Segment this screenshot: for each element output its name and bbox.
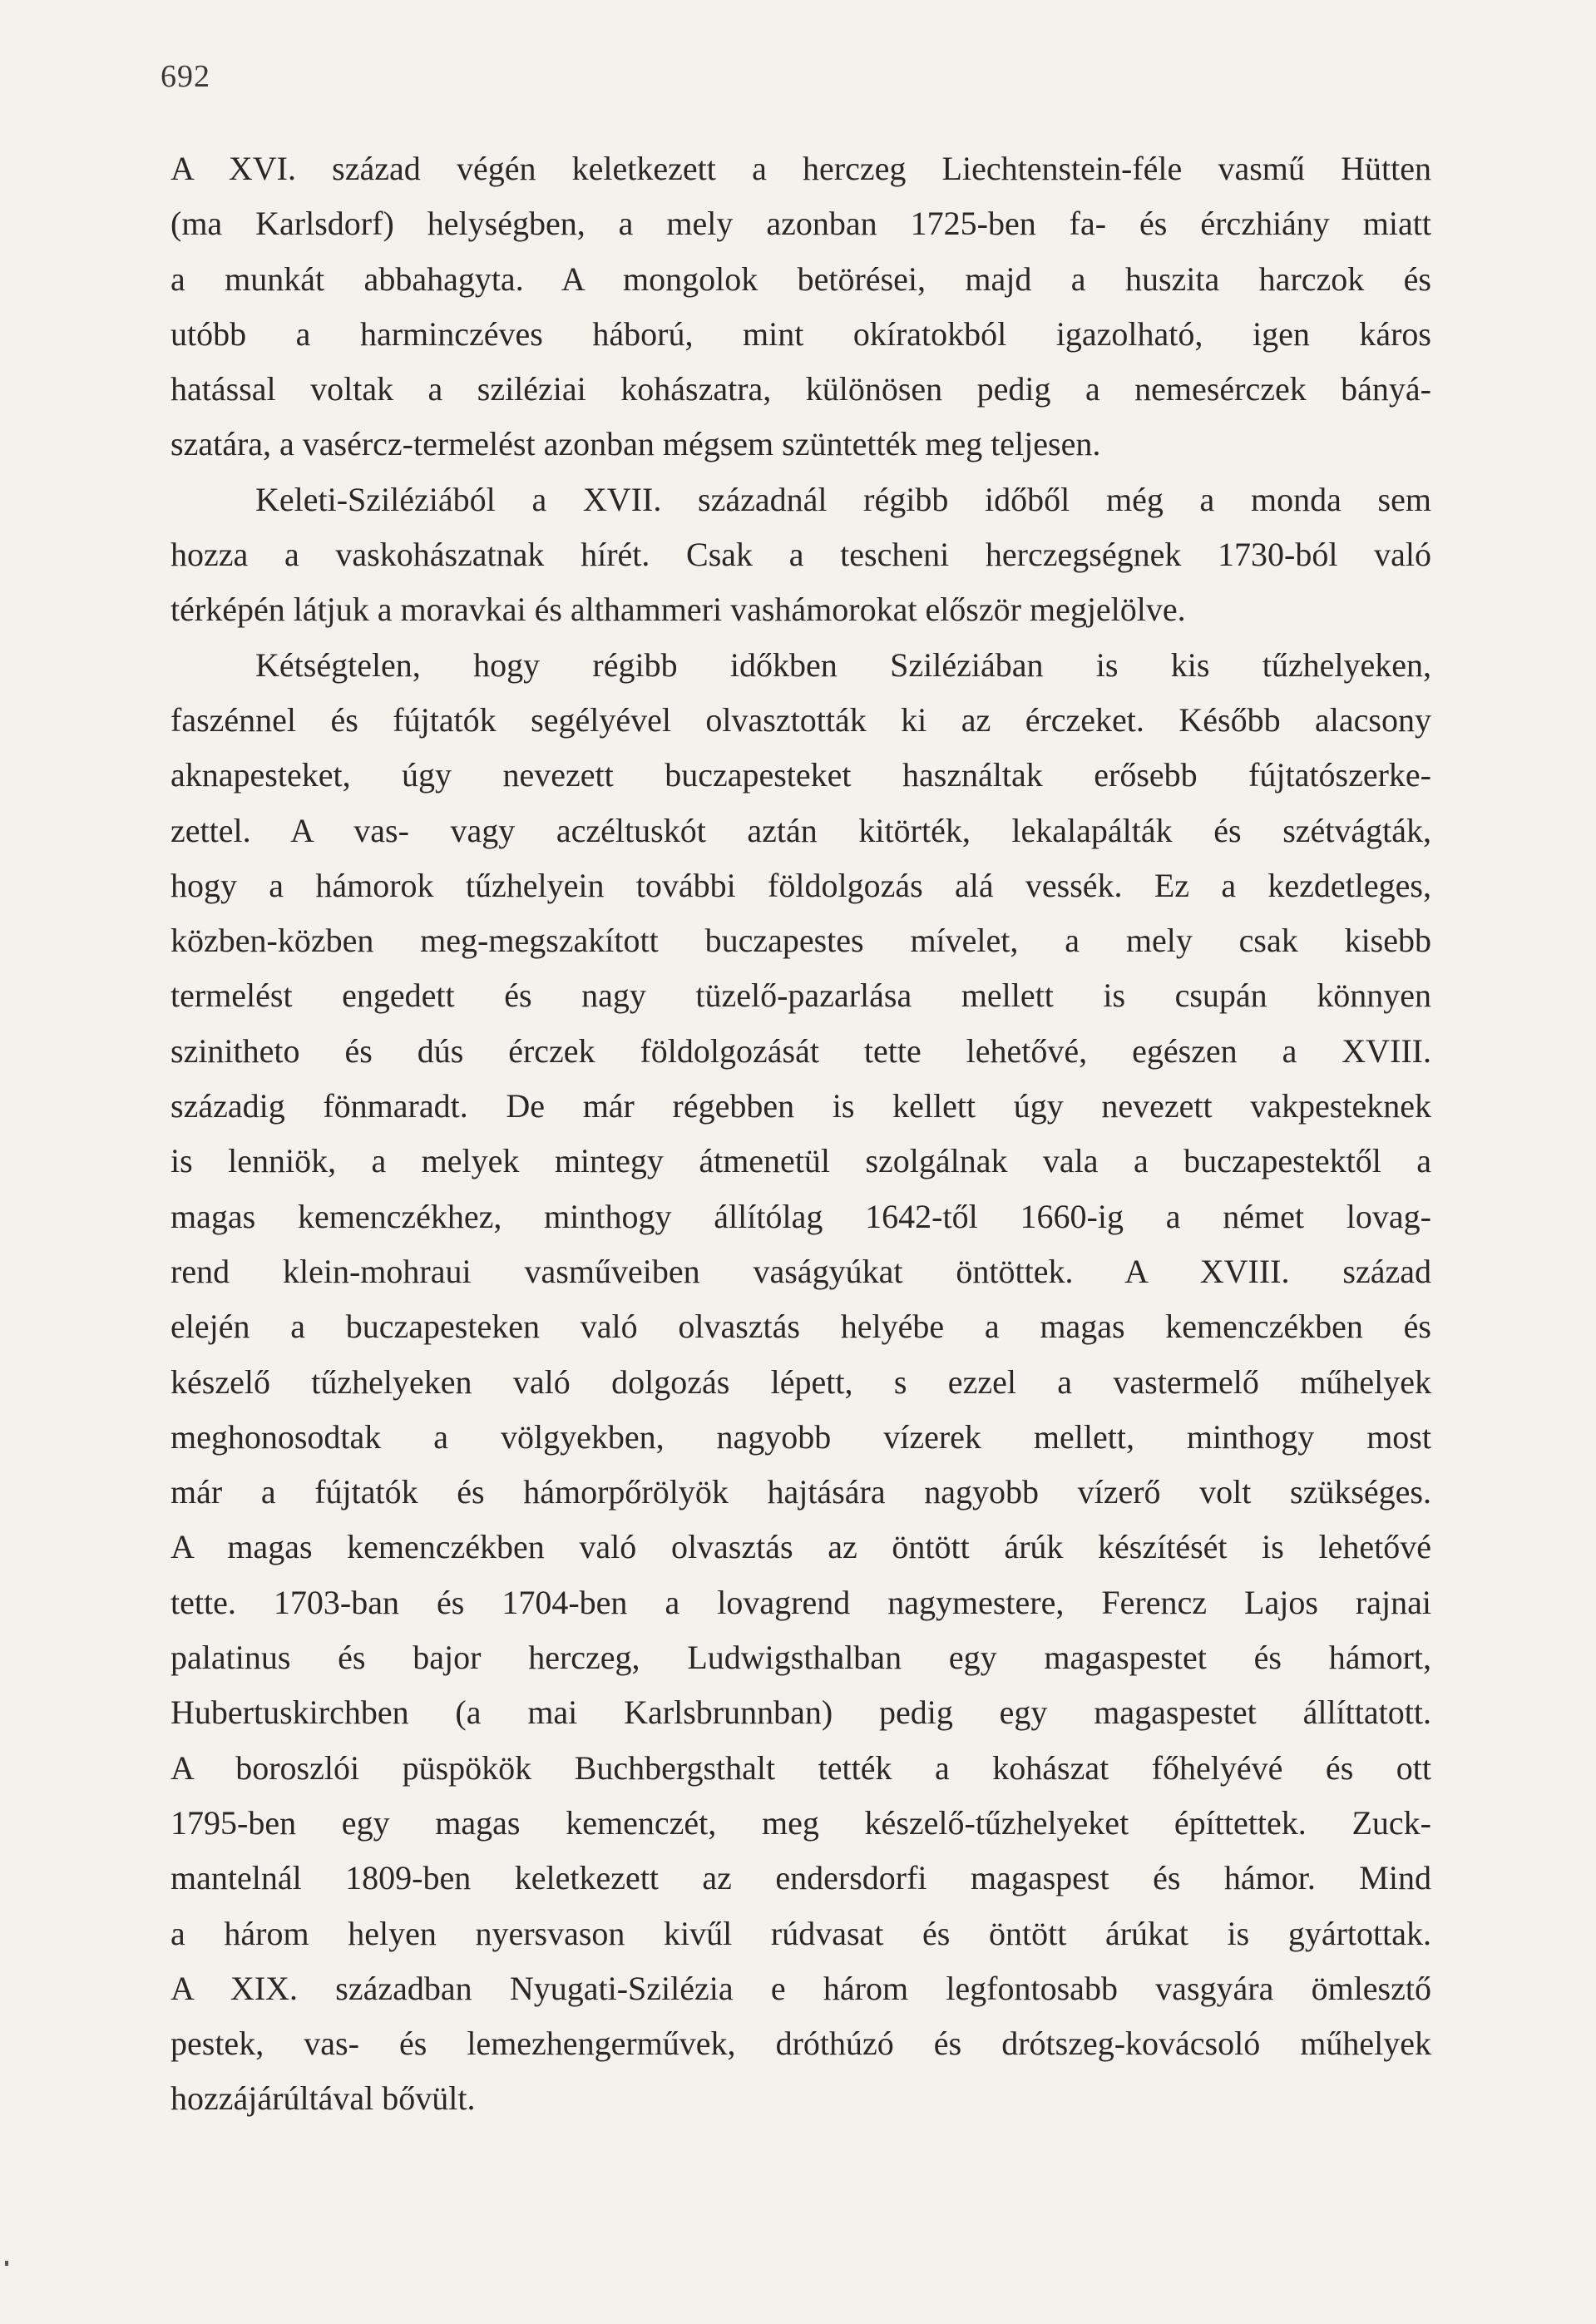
text-line-17: szinitheto és dús érczek földolgozását tette lehetővé, egészen a XVIII. (170, 1031, 1431, 1070)
text-line-31: 1795-ben egy magas kemenczét, meg készelő-tűzhelyeket építtettek. Zuck- (170, 1803, 1431, 1842)
text-line-20: magas kemenczékhez, minthogy állítólag 1642-től 1660-ig a német lovag- (170, 1197, 1431, 1235)
text-line-19: is lenniök, a melyek mintegy átmenetül szolgálnak vala a buczapestektől a (170, 1142, 1431, 1180)
text-line-9: térképén látjuk a moravkai és althammeri vashámorokat először megjelölve. (170, 591, 1186, 629)
print-speck (5, 2261, 8, 2266)
text-line-6: szatára, a vasércz-termelést azonban mégsem szüntették meg teljesen. (170, 425, 1101, 463)
text-line-2: (ma Karlsdorf) helységben, a mely azonban 1725-ben fa- és érczhiány miatt (170, 205, 1431, 243)
text-line-1: A XVI. század végén keletkezett a herczeg Liechtenstein-féle vasmű Hütten (170, 150, 1431, 187)
text-line-5: hatással voltak a sziléziai kohászatra, különösen pedig a nemesérczek bányá- (170, 370, 1431, 408)
text-line-32: mantelnál 1809-ben keletkezett az endersdorfi magaspest és hámor. Mind (170, 1859, 1431, 1897)
text-line-14: hogy a hámorok tűzhelyein további földolgozás alá vessék. Ez a kezdetleges, (170, 866, 1431, 904)
text-line-21: rend klein-mohraui vasműveiben vaságyúkat öntöttek. A XVIII. század (170, 1252, 1431, 1290)
text-line-34: A XIX. században Nyugati-Szilézia e három legfontosabb vasgyára ömlesztő (170, 1969, 1431, 2007)
text-line-10: Kétségtelen, hogy régibb időkben Sziléziában is kis tűzhelyeken, (255, 645, 1431, 684)
text-line-24: meghonosodtak a völgyekben, nagyobb vízerek mellett, minthogy most (170, 1417, 1431, 1456)
text-line-4: utóbb a harminczéves háború, mint okíratokból igazolható, igen káros (170, 314, 1431, 353)
text-line-12: aknapesteket, úgy nevezett buczapesteket használtak erősebb fújtatószerke- (170, 756, 1431, 794)
text-line-23: készelő tűzhelyeken való dolgozás lépett, s ezzel a vastermelő műhelyek (170, 1362, 1431, 1401)
text-line-33: a három helyen nyersvason kivűl rúdvasat és öntött árúkat is gyártottak. (170, 1914, 1431, 1952)
text-line-27: tette. 1703-ban és 1704-ben a lovagrend nagymestere, Ferencz Lajos rajnai (170, 1583, 1431, 1621)
page-number: 692 (161, 59, 210, 94)
text-line-35: pestek, vas- és lemezhengerművek, dróthúzó és drótszeg-kovácsoló műhelyek (170, 2025, 1431, 2063)
text-line-22: elején a buczapesteken való olvasztás helyébe a magas kemenczékben és (170, 1308, 1431, 1346)
text-line-28: palatinus és bajor herczeg, Ludwigsthalban egy magaspestet és hámort, (170, 1639, 1431, 1677)
text-line-29: Hubertuskirchben (a mai Karlsbrunnban) pedig egy magaspestet állíttatott. (170, 1694, 1431, 1732)
text-line-30: A boroszlói püspökök Buchbergsthalt tették a kohászat főhelyévé és ott (170, 1748, 1431, 1787)
text-line-13: zettel. A vas- vagy aczéltuskót aztán kitörték, lekalapálták és szétvágták, (170, 811, 1431, 849)
text-line-25: már a fújtatók és hámorpőrölyök hajtására nagyobb vízerő volt szükséges. (170, 1473, 1431, 1511)
text-line-18: századig fönmaradt. De már régebben is kellett úgy nevezett vakpesteknek (170, 1087, 1431, 1125)
text-line-11: faszénnel és fújtatók segélyével olvasztották ki az érczeket. Később alacsony (170, 700, 1431, 739)
text-line-7: Keleti-Sziléziából a XVII. századnál régibb időből még a monda sem (255, 480, 1431, 518)
text-line-3: a munkát abbahagyta. A mongolok betörései, majd a huszita harczok és (170, 260, 1431, 298)
text-line-15: közben-közben meg-megszakított buczapestes mívelet, a mely csak kisebb (170, 922, 1431, 960)
text-line-26: A magas kemenczékben való olvasztás az öntött árúk készítését is lehetővé (170, 1528, 1431, 1566)
body-text (170, 141, 1431, 2127)
text-line-36: hozzájárúltával bővült. (170, 2079, 476, 2118)
text-line-16: termelést engedett és nagy tüzelő-pazarlása mellett is csupán könnyen (170, 977, 1431, 1015)
text-line-8: hozza a vaskohászatnak hírét. Csak a tescheni herczegségnek 1730-ból való (170, 536, 1431, 574)
